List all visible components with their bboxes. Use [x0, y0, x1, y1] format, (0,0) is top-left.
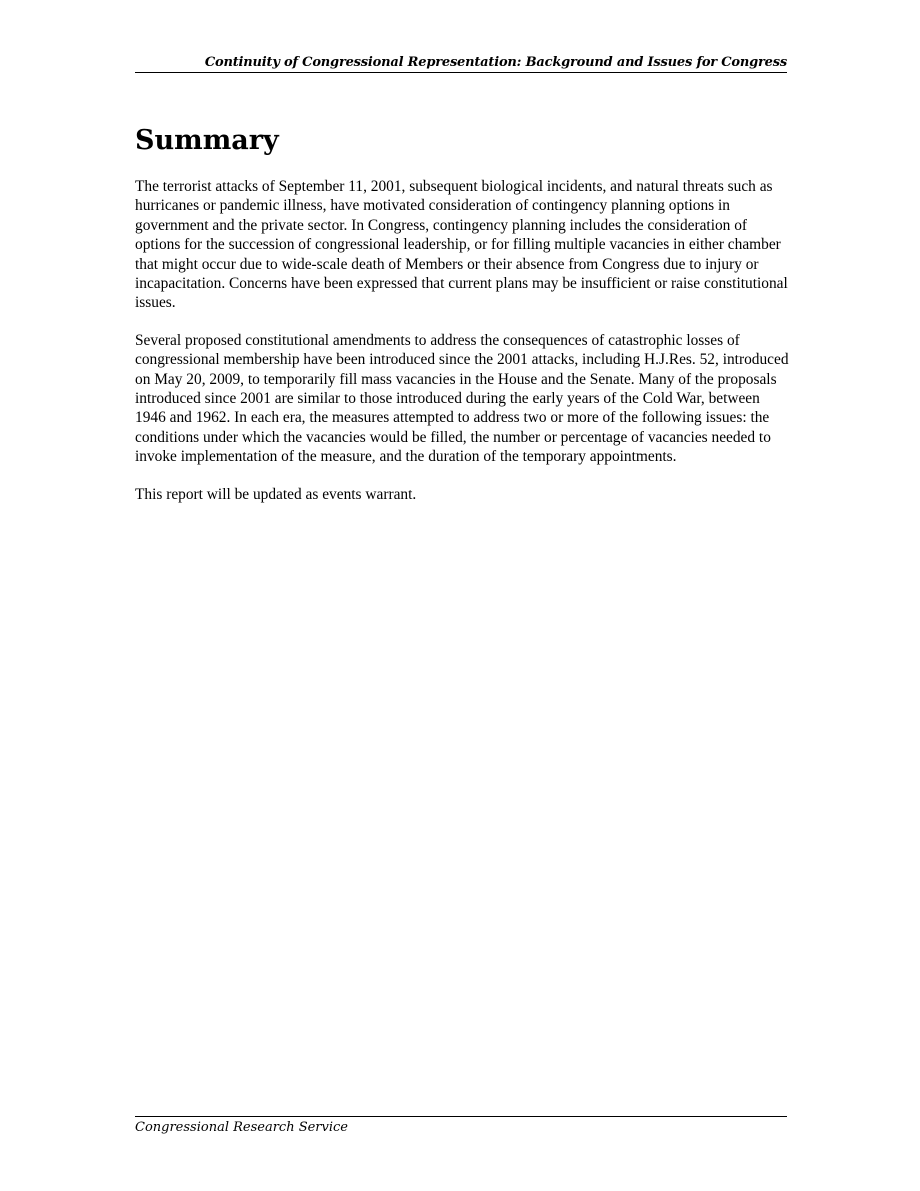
running-footer: Congressional Research Service: [135, 1120, 349, 1135]
summary-body: [135, 177, 791, 522]
summary-paragraph-2: Several proposed constitutional amendments to address the consequences of catastrophic losses of congressional membership have been introduced since the 2001 attacks, including H.J.Res. 52, introduced on May 20, 2009, to temporarily fill mass vacancies in the House and the Senate. Many of the proposals introduced since 2001 are similar to those introduced during the early years of the Cold War, between 1946 and 1962. In each era, the measures attempted to address two or more of the following issues: the conditions under which the vacancies would be filled, the number or percentage of vacancies needed to invoke implementation of the measure, and the duration of the temporary appointments.: [135, 331, 789, 466]
header-rule: [135, 72, 787, 73]
footer-rule: [135, 1116, 787, 1117]
summary-paragraph-3: This report will be updated as events warrant.: [135, 485, 417, 503]
page-title: Summary: [135, 125, 279, 156]
summary-paragraph-1: The terrorist attacks of September 11, 2001, subsequent biological incidents, and natural threats such as hurricanes or pandemic illness, have motivated consideration of contingency planning options in government and the private sector. In Congress, contingency planning includes the consideration of options for the succession of congressional leadership, or for filling multiple vacancies in either chamber that might occur due to wide-scale death of Members or their absence from Congress due to injury or incapacitation. Concerns have been expressed that current plans may be insufficient or raise constitutional issues.: [135, 178, 788, 312]
running-header: Continuity of Congressional Representation: Background and Issues for Congress: [204, 55, 787, 70]
